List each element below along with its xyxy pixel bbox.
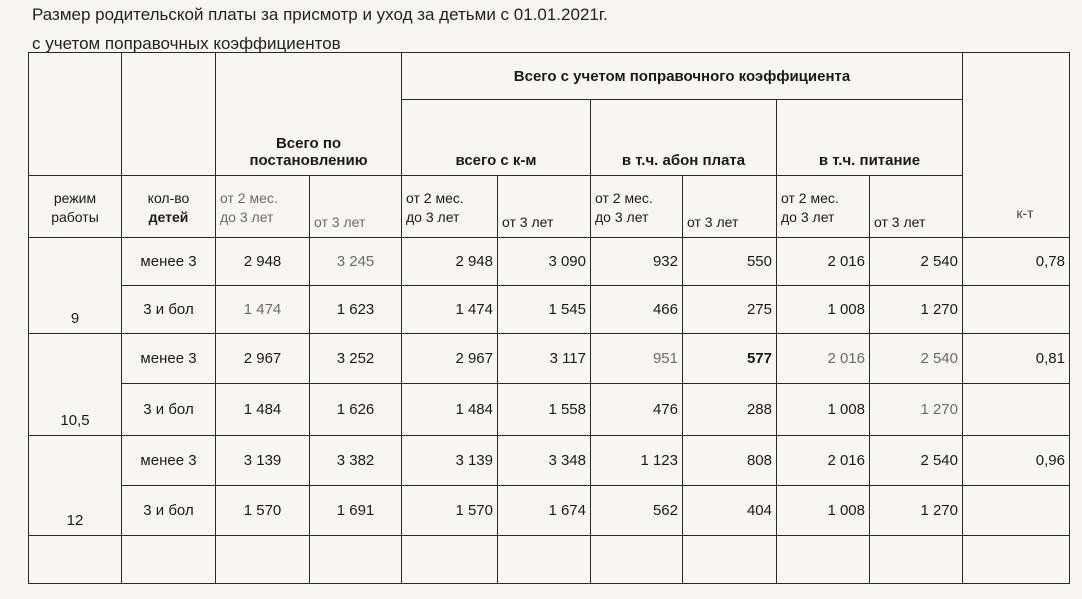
header-vsego-po-text-2: постановлению	[249, 152, 368, 169]
header-kt-label: к-т	[1016, 205, 1034, 221]
value-cell: 808	[683, 436, 777, 486]
value-cell: 1 545	[498, 286, 591, 334]
value-cell: 275	[683, 286, 777, 334]
header-rezhim-1: режим	[53, 189, 97, 206]
kt-cell-empty	[963, 384, 1070, 436]
table-row	[29, 384, 1070, 436]
document-subtitle: с учетом поправочных коэффициентов	[32, 34, 341, 53]
table-row-empty	[29, 536, 1070, 584]
value-cell: 1 474	[216, 286, 310, 334]
value-cell: 1 008	[777, 486, 870, 536]
value-cell: 3 348	[498, 436, 591, 486]
value-cell: 1 570	[402, 486, 498, 536]
value-cell: 2 540	[870, 238, 963, 286]
document-title: Размер родительской платы за присмотр и уход за детьми с 01.01.2021г.	[32, 5, 608, 24]
value-cell: 1 484	[402, 384, 498, 436]
header-rezhim	[29, 176, 122, 238]
value-cell: 1 626	[310, 384, 402, 436]
value-cell: 466	[591, 286, 683, 334]
value-cell: 3 245	[310, 238, 402, 286]
fee-table	[28, 52, 1070, 584]
mode-cell: 9	[29, 238, 122, 334]
value-cell: 562	[591, 486, 683, 536]
header-k-ot2mes: от 2 мес.	[406, 189, 464, 206]
value-cell: 3 382	[310, 436, 402, 486]
value-cell: 2 948	[216, 238, 310, 286]
mode-cell: 12	[29, 436, 122, 536]
header-f-do3let: до 3 лет	[781, 208, 835, 225]
value-cell: 1 558	[498, 384, 591, 436]
table-row	[29, 436, 1070, 486]
kt-cell-empty	[963, 286, 1070, 334]
header-p-o3: от 3 лет	[310, 176, 402, 238]
value-cell: 2 967	[402, 334, 498, 384]
kids-cell: менее 3	[122, 238, 216, 286]
header-k-do3let: до 3 лет	[406, 208, 460, 225]
kids-cell: 3 и бол	[122, 286, 216, 334]
value-cell: 577	[683, 334, 777, 384]
header-vsego-po-postanovleniyu	[216, 53, 402, 176]
value-cell: 951	[591, 334, 683, 384]
header-f-u3	[777, 176, 870, 238]
table-row	[29, 238, 1070, 286]
header-a-o3: от 3 лет	[683, 176, 777, 238]
header-p-u3	[216, 176, 310, 238]
value-cell: 288	[683, 384, 777, 436]
header-vsego-s-uchetom: Всего с учетом поправочного коэффициента	[402, 53, 963, 100]
kt-cell: 0,78	[963, 238, 1070, 286]
value-cell: 1 008	[777, 384, 870, 436]
mode-cell: 10,5	[29, 334, 122, 436]
table-row	[29, 334, 1070, 384]
value-cell: 1 270	[870, 486, 963, 536]
header-vsego-s-km: всего с к-м	[402, 100, 591, 176]
value-cell: 2 540	[870, 334, 963, 384]
value-cell: 1 008	[777, 286, 870, 334]
header-kolvo-1: кол-во	[147, 189, 190, 206]
kids-cell: менее 3	[122, 334, 216, 384]
kids-cell: 3 и бол	[122, 486, 216, 536]
header-abon-plata: в т.ч. абон плата	[591, 100, 777, 176]
value-cell: 550	[683, 238, 777, 286]
header-a-ot2mes: от 2 мес.	[595, 189, 653, 206]
value-cell: 1 484	[216, 384, 310, 436]
kt-cell: 0,96	[963, 436, 1070, 486]
value-cell: 3 139	[402, 436, 498, 486]
value-cell: 1 691	[310, 486, 402, 536]
value-cell: 3 252	[310, 334, 402, 384]
header-a-u3	[591, 176, 683, 238]
header-p-ot2mes: от 2 мес.	[220, 189, 278, 206]
header-f-ot2mes: от 2 мес.	[781, 189, 839, 206]
header-k-u3	[402, 176, 498, 238]
kids-cell: менее 3	[122, 436, 216, 486]
header-k-o3: от 3 лет	[498, 176, 591, 238]
value-cell: 1 270	[870, 286, 963, 334]
header-kolvo-2: детей	[148, 208, 189, 225]
value-cell: 3 117	[498, 334, 591, 384]
value-cell: 1 623	[310, 286, 402, 334]
value-cell: 1 123	[591, 436, 683, 486]
table-row	[29, 286, 1070, 334]
header-pitanie: в т.ч. питание	[777, 100, 963, 176]
value-cell: 2 016	[777, 334, 870, 384]
header-p-do3let: до 3 лет	[220, 208, 274, 225]
table-row	[29, 486, 1070, 536]
header-rezhim-2: работы	[51, 208, 99, 225]
value-cell: 1 270	[870, 384, 963, 436]
header-blank-kids	[122, 53, 216, 176]
header-kolvo	[122, 176, 216, 238]
value-cell: 3 139	[216, 436, 310, 486]
header-blank-mode	[29, 53, 122, 176]
value-cell: 2 540	[870, 436, 963, 486]
header-f-o3: от 3 лет	[870, 176, 963, 238]
value-cell: 3 090	[498, 238, 591, 286]
value-cell: 2 948	[402, 238, 498, 286]
header-vsego-po-text-1: Всего по	[275, 135, 342, 152]
value-cell: 404	[683, 486, 777, 536]
value-cell: 932	[591, 238, 683, 286]
kids-cell: 3 и бол	[122, 384, 216, 436]
value-cell: 2 016	[777, 436, 870, 486]
value-cell: 476	[591, 384, 683, 436]
value-cell: 1 570	[216, 486, 310, 536]
value-cell: 1 474	[402, 286, 498, 334]
value-cell: 1 674	[498, 486, 591, 536]
kt-cell: 0,81	[963, 334, 1070, 384]
kt-cell-empty	[963, 486, 1070, 536]
value-cell: 2 016	[777, 238, 870, 286]
value-cell: 2 967	[216, 334, 310, 384]
header-a-do3let: до 3 лет	[595, 208, 649, 225]
